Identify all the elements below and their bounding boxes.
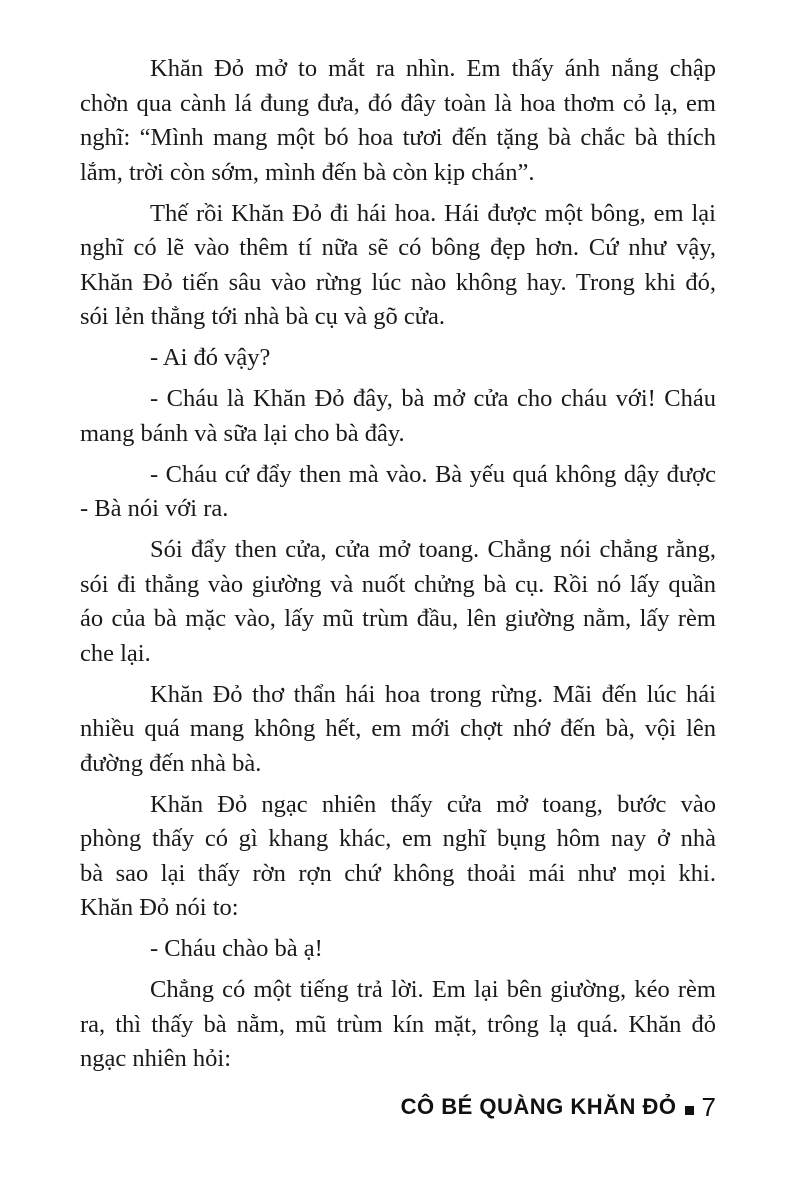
paragraph [80, 52, 716, 190]
text-line: - Cháu cứ đẩy then mà vào. Bà yếu quá không dậy được [150, 460, 716, 488]
page-number: 7 [701, 1091, 716, 1122]
text-line: ra, thì thấy bà nằm, mũ trùm kín mặt, trông lạ quá. Khăn đỏ [80, 1010, 716, 1038]
text-line: Khăn Đỏ thơ thẩn hái hoa trong rừng. Mãi đến lúc hái [150, 680, 716, 708]
page-footer [401, 1090, 716, 1124]
text-line: áo của bà mặc vào, lấy mũ trùm đầu, lên giường nằm, lấy rèm [80, 605, 716, 632]
running-title: CÔ BÉ QUÀNG KHĂN ĐỎ [400, 1094, 677, 1119]
paragraph [80, 533, 716, 671]
text-line: sói lẻn thẳng tới nhà bà cụ và gõ cửa. [80, 303, 446, 330]
text-line: sói đi thẳng vào giường và nuốt chửng bà cụ. Rồi nó lấy quần [80, 570, 716, 598]
text-line: chờn qua cành lá đung đưa, đó đây toàn là hoa thơm cỏ lạ, em [80, 89, 716, 117]
dialogue-line [80, 341, 716, 376]
text-line: đường đến nhà bà. [80, 749, 262, 777]
text-line: - Bà nói với ra. [80, 495, 229, 522]
paragraph [80, 678, 716, 782]
dialogue-line [80, 932, 716, 967]
text-line: - Ai đó vậy? [150, 344, 271, 371]
text-line: - Cháu chào bà ạ! [150, 935, 323, 962]
page-body [80, 52, 716, 1083]
paragraph [80, 197, 716, 335]
text-line: ngạc nhiên hỏi: [80, 1045, 232, 1072]
paragraph [80, 788, 716, 926]
text-line: Chẳng có một tiếng trả lời. Em lại bên giường, kéo rèm [150, 976, 716, 1003]
text-line: Khăn Đỏ nói to: [80, 894, 239, 921]
text-line: bà sao lại thấy rờn rợn chứ không thoải mái như mọi khi. [80, 859, 716, 887]
text-line: lắm, trời còn sớm, mình đến bà còn kịp chán”. [80, 158, 535, 186]
text-line: Khăn Đỏ ngạc nhiên thấy cửa mở toang, bước vào [150, 790, 716, 818]
text-line: phòng thấy có gì khang khác, em nghĩ bụng hôm nay ở nhà [80, 825, 716, 852]
text-line: Khăn Đỏ tiến sâu vào rừng lúc nào không hay. Trong khi đó, [80, 268, 716, 296]
text-line: nhiều quá mang không hết, em mới chợt nhớ đến bà, vội lên [80, 715, 716, 742]
paragraph [80, 973, 716, 1077]
text-line: nghĩ có lẽ vào thêm tí nữa sẽ có bông đẹp hơn. Cứ như vậy, [80, 234, 716, 261]
text-line: nghĩ: “Mình mang một bó hoa tươi đến tặng bà chắc bà thích [80, 124, 716, 151]
text-line: che lại. [80, 639, 151, 667]
square-separator-icon [685, 1106, 694, 1115]
text-line: - Cháu là Khăn Đỏ đây, bà mở cửa cho cháu với! Cháu [150, 385, 716, 412]
text-line: Sói đẩy then cửa, cửa mở toang. Chẳng nói chẳng rằng, [150, 536, 716, 563]
dialogue-line [80, 382, 716, 451]
text-line: Thế rồi Khăn Đỏ đi hái hoa. Hái được một bông, em lại [150, 199, 716, 227]
text-line: Khăn Đỏ mở to mắt ra nhìn. Em thấy ánh nắng chập [150, 55, 716, 82]
text-line: mang bánh và sữa lại cho bà đây. [80, 419, 405, 447]
dialogue-line [80, 458, 716, 527]
